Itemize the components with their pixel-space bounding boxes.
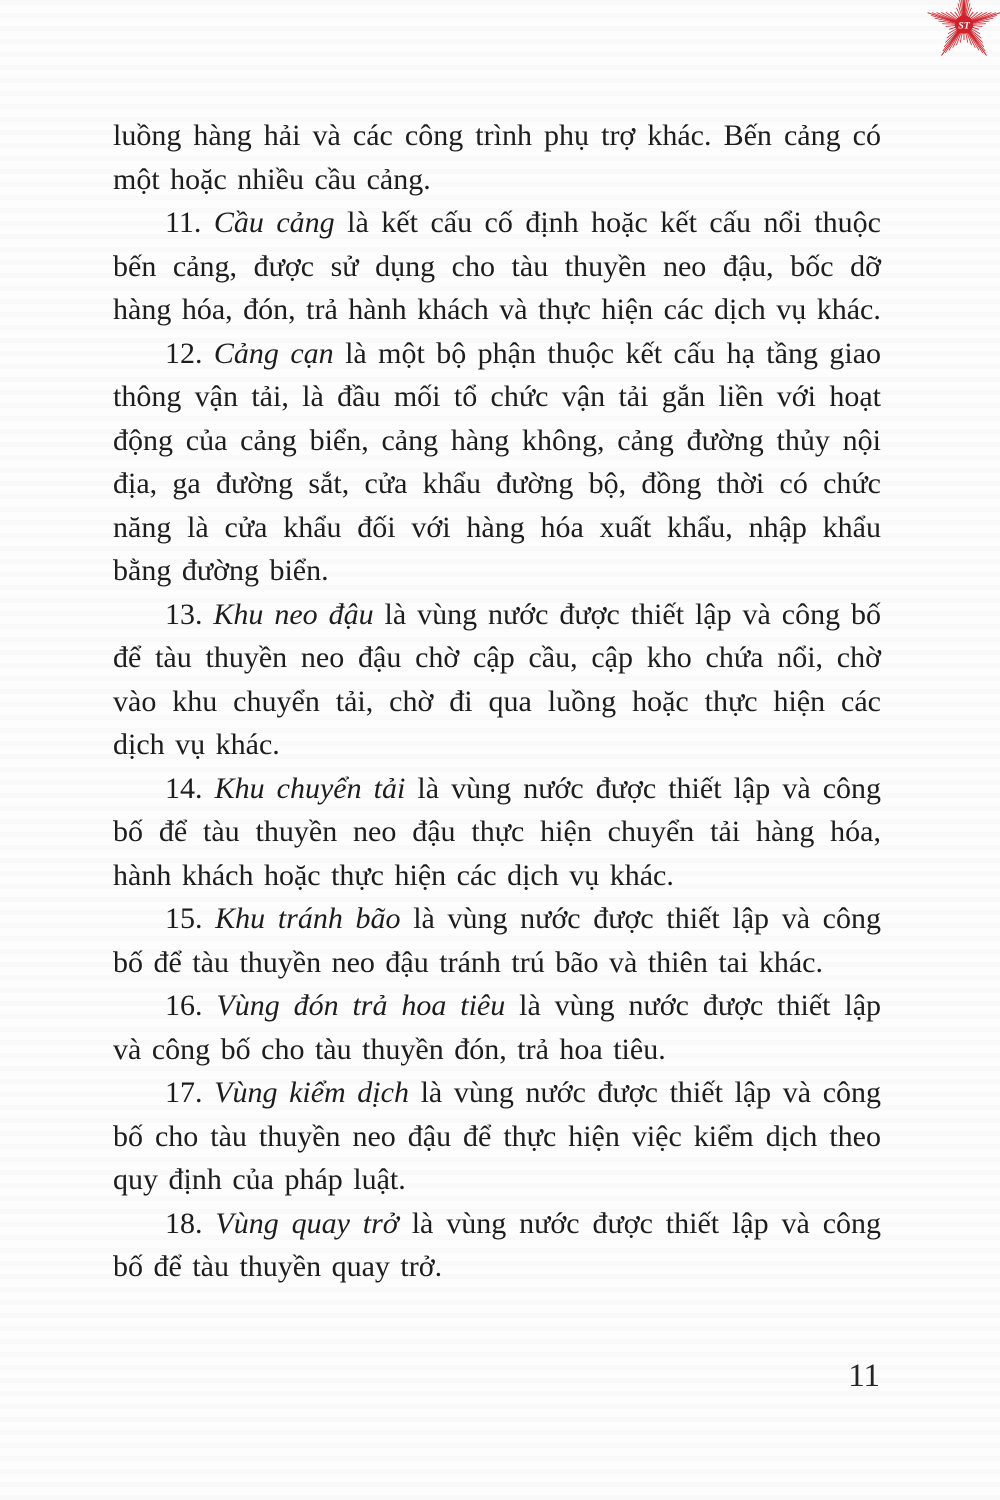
paragraph-text: là vùng nước được thiết lập và công bố để tàu thuyền quay trở.: [113, 1206, 882, 1283]
term-lead: Vùng kiểm dịch: [214, 1076, 409, 1109]
paragraph-text: là vùng nước được thiết lập và công bố để tàu thuyền neo đậu tránh trú bão và thiên tai khác.: [113, 902, 881, 979]
paragraph-item-18: [113, 1202, 881, 1289]
term-lead: Vùng đón trả hoa tiêu: [216, 989, 506, 1022]
paragraph-text: là vùng nước được thiết lập và công bố cho tàu thuyền neo đậu để thực hiện việc kiểm dịch theo quy định của pháp luật.: [113, 1076, 882, 1196]
paragraph-item-16: [113, 984, 881, 1071]
page-content: [113, 114, 881, 1289]
item-number: 16.: [165, 989, 203, 1022]
paragraph-text: luồng hàng hải và các công trình phụ trợ khác. Bến cảng có một hoặc nhiều cầu cảng.: [113, 119, 881, 196]
term-lead: Cảng cạn: [213, 336, 334, 370]
item-number: 11.: [165, 206, 202, 239]
term-lead: Khu neo đậu: [213, 597, 374, 631]
term-lead: Khu tránh bão: [215, 902, 401, 935]
paragraph-item-12: [113, 332, 881, 593]
logo-monogram: ST: [958, 20, 970, 32]
paragraph-text: là vùng nước được thiết lập và công bố để tàu thuyền neo đậu thực hiện chuyển tải hàng hóa, hành khách hoặc thực hiện các dịch vụ khác.: [113, 771, 882, 892]
item-number: 15.: [165, 902, 203, 935]
paragraph-text: là vùng nước được thiết lập và công bố cho tàu thuyền đón, trả hoa tiêu.: [113, 989, 882, 1066]
term-lead: Vùng quay trở: [215, 1206, 399, 1240]
star-burst-icon: [926, 0, 1000, 61]
paragraph-item-11: [113, 201, 881, 332]
item-number: 17.: [165, 1076, 203, 1109]
paragraph-item-14: [113, 767, 881, 898]
paragraph-text: là kết cấu cố định hoặc kết cấu nổi thuộc bến cảng, được sử dụng cho tàu thuyền neo đậu, bốc dỡ hàng hóa, đón, trả hành khách và thực hiện các dịch vụ khác.: [113, 206, 881, 326]
item-number: 18.: [165, 1206, 203, 1240]
paragraph-item-17: [113, 1071, 881, 1202]
paragraph-text: là vùng nước được thiết lập và công bố để tàu thuyền neo đậu chờ cập cầu, cập kho chứa nổi, chờ vào khu chuyển tải, chờ đi qua luồng hoặc thực hiện các dịch vụ khác.: [113, 597, 882, 761]
page-number: 11: [848, 1358, 880, 1394]
term-lead: Khu chuyển tải: [214, 771, 406, 805]
item-number: 14.: [165, 771, 203, 805]
paragraph-text: là một bộ phận thuộc kết cấu hạ tầng giao thông vận tải, là đầu mối tổ chức vận tải gắn liền với hoạt động của cảng biển, cảng hàng không, cảng đường thủy nội địa, ga đường sắt, cửa khẩu đường bộ, đồng thời có chức năng là cửa khẩu đối với hàng hóa xuất khẩu, nhập khẩu bằng đường biển.: [113, 336, 882, 587]
term-lead: Cầu cảng: [213, 206, 335, 239]
paragraph-item-13: [113, 593, 881, 767]
publisher-logo: [926, 0, 1000, 61]
item-number: 12.: [165, 336, 203, 370]
paragraph-continuation: [113, 114, 881, 201]
item-number: 13.: [165, 597, 203, 631]
paragraph-item-15: [113, 897, 881, 984]
